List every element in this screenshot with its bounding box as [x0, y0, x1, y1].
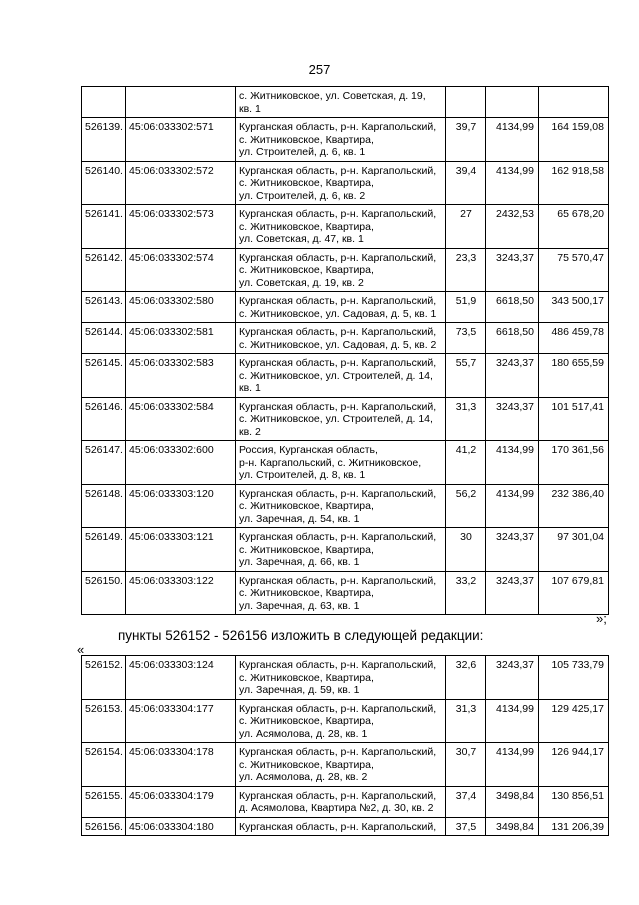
cell-item-number: 526150.	[82, 571, 126, 615]
cell-cadastral-number: 45:06:033303:124	[126, 656, 236, 700]
cell-item-number: 526152.	[82, 656, 126, 700]
table-row	[82, 323, 609, 354]
cell-cadastral-value: 164 159,08	[539, 118, 609, 162]
cell-area: 32,6	[446, 656, 486, 700]
cell-address: Курганская область, р-н. Каргапольский, с. Житниковское, Квартира, ул. Советская, д. 19, кв. 2	[236, 248, 446, 292]
cell-area: 41,2	[446, 441, 486, 485]
cell-area: 31,3	[446, 699, 486, 743]
cell-item-number: 526142.	[82, 248, 126, 292]
cell-address: Россия, Курганская область, р-н. Каргапольский, с. Житниковское, ул. Строителей, д. 8, кв. 1	[236, 441, 446, 485]
cell-address: с. Житниковское, ул. Советская, д. 19, кв. 1	[236, 87, 446, 118]
cell-address: Курганская область, р-н. Каргапольский, с. Житниковское, Квартира, ул. Заречная, д. 54, кв. 1	[236, 484, 446, 528]
cell-cadastral-number: 45:06:033303:120	[126, 484, 236, 528]
cell-cadastral-value: 170 361,56	[539, 441, 609, 485]
cell-address: Курганская область, р-н. Каргапольский, с. Житниковское, ул. Садовая, д. 5, кв. 1	[236, 292, 446, 323]
cell-cadastral-value: 180 655,59	[539, 354, 609, 398]
cell-item-number: 526154.	[82, 743, 126, 787]
cell-area: 73,5	[446, 323, 486, 354]
cell-area: 37,4	[446, 786, 486, 817]
cell-area: 33,2	[446, 571, 486, 615]
page-number: 257	[308, 62, 331, 77]
cell-specific-value: 4134,99	[486, 118, 539, 162]
cell-address: Курганская область, р-н. Каргапольский, с. Житниковское, Квартира, ул. Асямолова, д. 28, кв. 1	[236, 699, 446, 743]
table-row	[82, 354, 609, 398]
cell-specific-value: 3243,37	[486, 656, 539, 700]
cell-address: Курганская область, р-н. Каргапольский, с. Житниковское, Квартира, ул. Заречная, д. 63, кв. 1	[236, 571, 446, 615]
cell-area: 51,9	[446, 292, 486, 323]
table-row	[82, 528, 609, 572]
cell-area: 55,7	[446, 354, 486, 398]
cell-item-number: 526143.	[82, 292, 126, 323]
cell-item-number: 526141.	[82, 205, 126, 249]
cell-area: 30	[446, 528, 486, 572]
table-row	[82, 248, 609, 292]
table-row	[82, 699, 609, 743]
cell-specific-value	[486, 87, 539, 118]
cell-specific-value: 3498,84	[486, 817, 539, 836]
cell-specific-value: 4134,99	[486, 161, 539, 205]
cell-cadastral-value: 107 679,81	[539, 571, 609, 615]
cell-address: Курганская область, р-н. Каргапольский, с. Житниковское, Квартира, ул. Строителей, д. 6, кв. 2	[236, 161, 446, 205]
table-row	[82, 87, 609, 118]
cell-cadastral-number: 45:06:033302:580	[126, 292, 236, 323]
cell-area: 56,2	[446, 484, 486, 528]
cell-specific-value: 3243,37	[486, 397, 539, 441]
cell-cadastral-value: 343 500,17	[539, 292, 609, 323]
cell-cadastral-number: 45:06:033302:584	[126, 397, 236, 441]
cell-area	[446, 87, 486, 118]
table-row	[82, 571, 609, 615]
cell-cadastral-number: 45:06:033302:573	[126, 205, 236, 249]
cell-specific-value: 6618,50	[486, 292, 539, 323]
cell-item-number	[82, 87, 126, 118]
cell-cadastral-number: 45:06:033302:571	[126, 118, 236, 162]
cell-item-number: 526146.	[82, 397, 126, 441]
cell-item-number: 526156.	[82, 817, 126, 836]
cell-address: Курганская область, р-н. Каргапольский, с. Житниковское, Квартира, ул. Советская, д. 47, кв. 1	[236, 205, 446, 249]
cell-cadastral-number: 45:06:033303:121	[126, 528, 236, 572]
cell-cadastral-value: 105 733,79	[539, 656, 609, 700]
cell-cadastral-value: 101 517,41	[539, 397, 609, 441]
cell-cadastral-number: 45:06:033304:180	[126, 817, 236, 836]
opening-quote-mark: «	[77, 642, 85, 657]
table-row	[82, 786, 609, 817]
cell-specific-value: 6618,50	[486, 323, 539, 354]
cell-address: Курганская область, р-н. Каргапольский, с. Житниковское, Квартира, ул. Асямолова, д. 28, кв. 2	[236, 743, 446, 787]
closing-quote-mark: »;	[596, 611, 607, 626]
cell-cadastral-number: 45:06:033302:600	[126, 441, 236, 485]
table-row	[82, 118, 609, 162]
cell-item-number: 526145.	[82, 354, 126, 398]
cell-cadastral-value	[539, 87, 609, 118]
cell-specific-value: 2432,53	[486, 205, 539, 249]
table-row	[82, 161, 609, 205]
cell-cadastral-value: 131 206,39	[539, 817, 609, 836]
cell-area: 30,7	[446, 743, 486, 787]
cell-area: 37,5	[446, 817, 486, 836]
cell-cadastral-number: 45:06:033304:178	[126, 743, 236, 787]
cell-specific-value: 3243,37	[486, 248, 539, 292]
table-row	[82, 484, 609, 528]
cell-address: Курганская область, р-н. Каргапольский,	[236, 817, 446, 836]
cell-cadastral-number	[126, 87, 236, 118]
cell-cadastral-value: 65 678,20	[539, 205, 609, 249]
table-row	[82, 441, 609, 485]
table-row	[82, 817, 609, 836]
cell-specific-value: 3243,37	[486, 354, 539, 398]
cell-address: Курганская область, р-н. Каргапольский, с. Житниковское, Квартира, ул. Заречная, д. 66, кв. 1	[236, 528, 446, 572]
table-row	[82, 656, 609, 700]
property-table-continued	[81, 86, 609, 615]
cell-item-number: 526140.	[82, 161, 126, 205]
cell-item-number: 526139.	[82, 118, 126, 162]
cell-specific-value: 3243,37	[486, 528, 539, 572]
cell-address: Курганская область, р-н. Каргапольский, с. Житниковское, ул. Строителей, д. 14, кв. 1	[236, 354, 446, 398]
cell-item-number: 526153.	[82, 699, 126, 743]
cell-specific-value: 4134,99	[486, 699, 539, 743]
cell-cadastral-value: 75 570,47	[539, 248, 609, 292]
cell-area: 31,3	[446, 397, 486, 441]
cell-cadastral-number: 45:06:033302:572	[126, 161, 236, 205]
cell-address: Курганская область, р-н. Каргапольский, с. Житниковское, ул. Садовая, д. 5, кв. 2	[236, 323, 446, 354]
cell-specific-value: 3498,84	[486, 786, 539, 817]
cell-cadastral-value: 130 856,51	[539, 786, 609, 817]
property-table-amended	[81, 655, 609, 836]
cell-area: 39,7	[446, 118, 486, 162]
cell-area: 27	[446, 205, 486, 249]
cell-item-number: 526155.	[82, 786, 126, 817]
table-row	[82, 205, 609, 249]
table-body	[82, 87, 609, 615]
table-row	[82, 743, 609, 787]
cell-cadastral-value: 162 918,58	[539, 161, 609, 205]
table-row	[82, 397, 609, 441]
cell-address: Курганская область, р-н. Каргапольский, с. Житниковское, Квартира, ул. Строителей, д. 6, кв. 1	[236, 118, 446, 162]
cell-item-number: 526148.	[82, 484, 126, 528]
cell-cadastral-value: 97 301,04	[539, 528, 609, 572]
cell-area: 23,3	[446, 248, 486, 292]
cell-item-number: 526149.	[82, 528, 126, 572]
cell-item-number: 526144.	[82, 323, 126, 354]
cell-cadastral-value: 129 425,17	[539, 699, 609, 743]
cell-cadastral-value: 232 386,40	[539, 484, 609, 528]
table-row	[82, 292, 609, 323]
cell-area: 39,4	[446, 161, 486, 205]
cell-item-number: 526147.	[82, 441, 126, 485]
cell-cadastral-value: 486 459,78	[539, 323, 609, 354]
table-body	[82, 656, 609, 836]
cell-specific-value: 3243,37	[486, 571, 539, 615]
cell-cadastral-number: 45:06:033304:179	[126, 786, 236, 817]
cell-cadastral-value: 126 944,17	[539, 743, 609, 787]
cell-address: Курганская область, р-н. Каргапольский, с. Житниковское, ул. Строителей, д. 14, кв. 2	[236, 397, 446, 441]
cell-specific-value: 4134,99	[486, 743, 539, 787]
cell-address: Курганская область, р-н. Каргапольский, д. Асямолова, Квартира №2, д. 30, кв. 2	[236, 786, 446, 817]
cell-cadastral-number: 45:06:033302:583	[126, 354, 236, 398]
cell-specific-value: 4134,99	[486, 484, 539, 528]
cell-address: Курганская область, р-н. Каргапольский, с. Житниковское, Квартира, ул. Заречная, д. 59, кв. 1	[236, 656, 446, 700]
cell-cadastral-number: 45:06:033302:574	[126, 248, 236, 292]
amendment-instruction: пункты 526152 - 526156 изложить в следующей редакции:	[118, 628, 484, 643]
cell-cadastral-number: 45:06:033304:177	[126, 699, 236, 743]
cell-cadastral-number: 45:06:033303:122	[126, 571, 236, 615]
cell-specific-value: 4134,99	[486, 441, 539, 485]
cell-cadastral-number: 45:06:033302:581	[126, 323, 236, 354]
